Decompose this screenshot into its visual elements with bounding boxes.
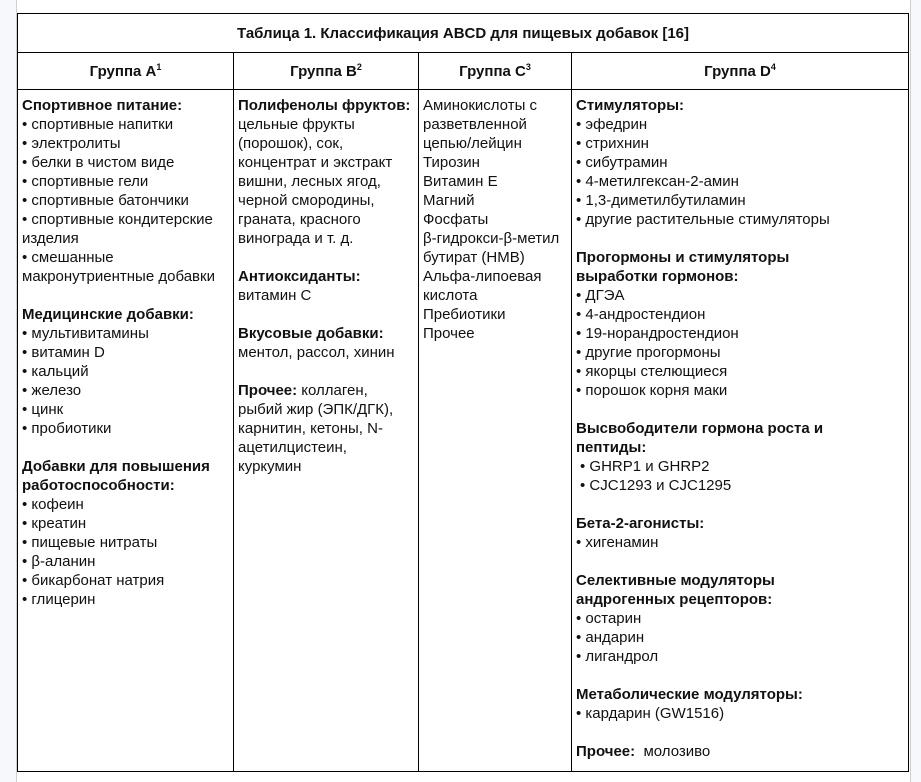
header-group-b: Группа $B^2$ <box>234 53 419 90</box>
section-other <box>576 742 904 761</box>
supplement-classification-table <box>17 13 909 772</box>
list-item: • GHRP1 и GHRP2 <box>580 458 710 475</box>
section-medical-supplements <box>22 305 229 438</box>
section-other <box>238 381 414 476</box>
left-margin <box>0 0 17 782</box>
list-item: • хигенамин <box>576 534 659 551</box>
list-item: β-гидрокси-β-метилбутират (HMB) <box>423 230 560 266</box>
list-item: • порошок корня маки <box>576 382 728 399</box>
group-c-cell <box>419 90 572 772</box>
section-title: Прочее: <box>576 743 636 760</box>
list-item: • смешанные макронутриентные добавки <box>22 249 215 285</box>
list-item: • стрихнин <box>576 135 649 152</box>
list-item: • CJC1293 и CJC1295 <box>580 477 732 494</box>
list-item: • эфедрин <box>576 116 648 133</box>
list-item: Альфа-липоевая кислота <box>423 268 542 304</box>
list-item: Фосфаты <box>423 211 489 228</box>
list-item: • якорцы стелющиеся <box>576 363 728 380</box>
list-item: • 4-андростендион <box>576 306 706 323</box>
section-performance-supplements <box>22 457 229 609</box>
header-group-d: Группа $D^4$ <box>572 53 909 90</box>
list-item: • спортивные напитки <box>22 116 174 133</box>
list-item: • мультивитамины <box>22 325 149 342</box>
section-title: Метаболические модуляторы: <box>576 686 803 703</box>
list-item: • другие растительные стимуляторы <box>576 211 830 228</box>
list-item: • 19-норандростендион <box>576 325 739 342</box>
section-title: Прогормоны и стимуляторы выработки гормонов: <box>576 249 790 285</box>
section-title: Спортивное питание: <box>22 97 183 114</box>
section-growth-hormone-releasers <box>576 419 904 495</box>
section-title: Вкусовые добавки: <box>238 325 384 342</box>
list-item: • бикарбонат натрия <box>22 572 165 589</box>
section-sarms <box>576 571 904 666</box>
table-title: Таблица 1. Классификация ABCD для пищевых добавок [16] <box>18 14 909 53</box>
section-title: Медицинские добавки: <box>22 306 194 323</box>
section-title: Полифенолы фруктов: <box>238 97 411 114</box>
section-title: Бета-2-агонисты: <box>576 515 705 532</box>
list-item: • цинк <box>22 401 64 418</box>
section-title: Стимуляторы: <box>576 97 685 114</box>
section-stimulants <box>576 96 904 229</box>
section-beta2-agonists <box>576 514 904 552</box>
section-text: цельные фрукты (порошок), сок, концентрат и экстракт вишни, лесных ягод, черной смородины, граната, красного винограда и т. д. <box>238 116 393 247</box>
section-title: Селективные модуляторы андрогенных рецепторов: <box>576 572 775 608</box>
list-item: • железо <box>22 382 82 399</box>
section-text: ментол, рассол, хинин <box>238 344 395 361</box>
list-item: • пищевые нитраты <box>22 534 158 551</box>
section-text: витамин C <box>238 287 312 304</box>
list-item: • остарин <box>576 610 642 627</box>
list-item: • кофеин <box>22 496 84 513</box>
list-item: • белки в чистом виде <box>22 154 175 171</box>
list-item: Аминокислоты с разветвленной цепью/лейцин <box>423 97 538 152</box>
section-title: Антиоксиданты: <box>238 268 361 285</box>
list-item: • ДГЭА <box>576 287 625 304</box>
list-item: • кальций <box>22 363 89 380</box>
section-title: Добавки для повышения работоспособности: <box>22 458 210 494</box>
list-item: • глицерин <box>22 591 96 608</box>
list-item: Прочее <box>423 325 475 342</box>
section-text: коллаген, рыбий жир (ЭПК/ДГК), карнитин, кетоны, N-ацетилцистеин, куркумин <box>238 382 394 475</box>
list-item: • спортивные гели <box>22 173 149 190</box>
header-group-a: Группа $A^1$ <box>18 53 234 90</box>
group-a-cell <box>18 90 234 772</box>
list-item: Витамин E <box>423 173 498 190</box>
list-item: • сибутрамин <box>576 154 668 171</box>
section-fruit-polyphenols <box>238 96 414 248</box>
list-item: Магний <box>423 192 475 209</box>
list-item: Тирозин <box>423 154 480 171</box>
section-flavorings <box>238 324 414 362</box>
group-b-cell <box>234 90 419 772</box>
list-item: • электролиты <box>22 135 121 152</box>
list-item: • β-аланин <box>22 553 96 570</box>
section-antioxidants <box>238 267 414 305</box>
list-item: • кардарин (GW1516) <box>576 705 725 722</box>
group-d-cell <box>572 90 909 772</box>
list-item: • другие прогормоны <box>576 344 721 361</box>
section-title: Прочее: <box>238 382 298 399</box>
list-item: • 4-метилгексан-2-амин <box>576 173 739 190</box>
list-item: • витамин D <box>22 344 105 361</box>
list-item: • лигандрол <box>576 648 659 665</box>
list-item: • 1,3-диметилбутиламин <box>576 192 746 209</box>
list-item: Пребиотики <box>423 306 506 323</box>
section-sport-nutrition <box>22 96 229 286</box>
list-item: • пробиотики <box>22 420 112 437</box>
scrollbar-track[interactable] <box>910 0 921 782</box>
list-item: • креатин <box>22 515 87 532</box>
list-item: • спортивные батончики <box>22 192 189 209</box>
section-prohormones <box>576 248 904 400</box>
section-title: Высвободители гормона роста и пептиды: <box>576 420 824 456</box>
section-metabolic-modulators <box>576 685 904 723</box>
list-item: • андарин <box>576 629 645 646</box>
list-item: • спортивные кондитерские изделия <box>22 211 213 247</box>
header-group-c: Группа $C^3$ <box>419 53 572 90</box>
section-text: молозиво <box>635 743 711 760</box>
